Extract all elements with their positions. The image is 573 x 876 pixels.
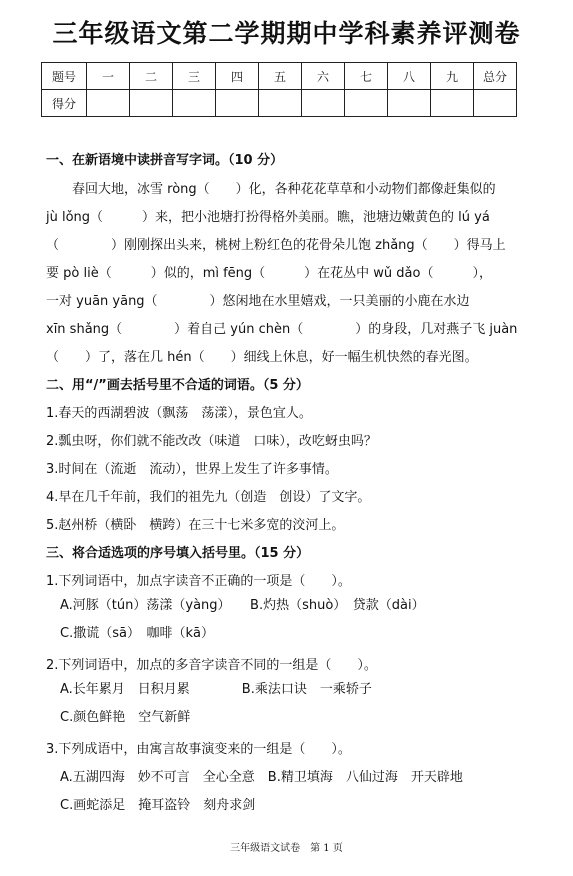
question-options: A.五湖四海 妙不可言 全心全意 B.精卫填海 八仙过海 开天辟地 [60,770,463,785]
score-table-score-row [42,90,517,117]
question-options: A.河豚（tún）荡漾（yàng） B.灼热（shuò） 贷款（dài） [60,598,425,613]
table-cell: 二 [130,63,173,90]
section-heading: 二、用“/”画去括号里不合适的词语。（5 分） [46,378,309,393]
table-cell: 题号 [42,63,87,90]
section-heading: 一、在新语境中读拼音写字词。（10 分） [46,153,284,168]
score-input-cell[interactable] [431,90,474,117]
table-cell: 八 [388,63,431,90]
table-cell: 总分 [474,63,517,90]
section-heading: 三、将合适选项的序号填入括号里。（15 分） [46,546,310,561]
score-input-cell[interactable] [173,90,216,117]
question-item: 5.赵州桥（横卧 横跨）在三十七米多宽的洨河上。 [46,518,345,533]
score-table-header-row [42,63,517,90]
passage-line: 一对 yuān yāng（ ）悠闲地在水里嬉戏，一只美丽的小鹿在水边 [46,294,470,309]
question-options: A.长年累月 日积月累 B.乘法口诀 一乘轿子 [60,682,372,697]
passage-line: jù lǒng（ ）来，把小池塘打扮得格外美丽。瞧，池塘边嫩黄色的 lú yá [46,210,490,225]
table-cell: 一 [87,63,130,90]
exam-title: 三年级语文第二学期期中学科素养评测卷 [52,19,521,48]
passage-line: 春回大地，冰雪 ròng（ ）化，各种花花草草和小动物们都像赶集似的 [72,182,496,197]
table-cell: 五 [259,63,302,90]
question-item: 2.瓢虫呀，你们就不能改改（味道 口味），改吃蚜虫吗？ [46,434,377,449]
table-cell: 得分 [42,90,87,117]
passage-line: （ ）了，落在几 hén（ ）细线上休息，好一幅生机快然的春光图。 [46,350,478,365]
passage-line: 要 pò liè（ ）似的，mì fēng（ ）在花丛中 wǔ dǎo（ ）， [46,266,492,281]
score-input-cell[interactable] [474,90,517,117]
table-cell: 九 [431,63,474,90]
score-input-cell[interactable] [87,90,130,117]
question-item: 4.早在几千年前，我们的祖先九（创造 创设）了文字。 [46,490,371,505]
question-stem: 1.下列词语中，加点字读音不正确的一项是（ ）。 [46,574,351,589]
score-input-cell[interactable] [259,90,302,117]
question-stem: 3.下列成语中，由寓言故事演变来的一组是（ ）。 [46,742,351,757]
question-item: 1.春天的西湖碧波（飘荡 荡漾），景色宜人。 [46,406,312,421]
score-input-cell[interactable] [388,90,431,117]
passage-line: xīn shǎng（ ）着自己 yún chèn（ ）的身段，几对燕子飞 juàn [46,322,518,337]
question-options: C.颜色鲜艳 空气新鲜 [60,710,191,725]
score-input-cell[interactable] [130,90,173,117]
score-input-cell[interactable] [216,90,259,117]
table-cell: 四 [216,63,259,90]
score-table [41,62,517,117]
table-cell: 七 [345,63,388,90]
table-cell: 六 [302,63,345,90]
question-options: C.撒谎（sā） 咖啡（kā） [60,626,214,641]
question-stem: 2.下列词语中，加点的多音字读音不同的一组是（ ）。 [46,658,377,673]
passage-line: （ ）刚刚探出头来，桃树上粉红色的花骨朵儿饱 zhǎng（ ）得马上 [46,238,506,253]
score-input-cell[interactable] [302,90,345,117]
table-cell: 三 [173,63,216,90]
question-options: C.画蛇添足 掩耳盗铃 刻舟求剑 [60,798,256,813]
page-footer: 三年级语文试卷 第 1 页 [230,843,343,854]
score-input-cell[interactable] [345,90,388,117]
question-item: 3.时间在（流逝 流动），世界上发生了许多事情。 [46,462,338,477]
